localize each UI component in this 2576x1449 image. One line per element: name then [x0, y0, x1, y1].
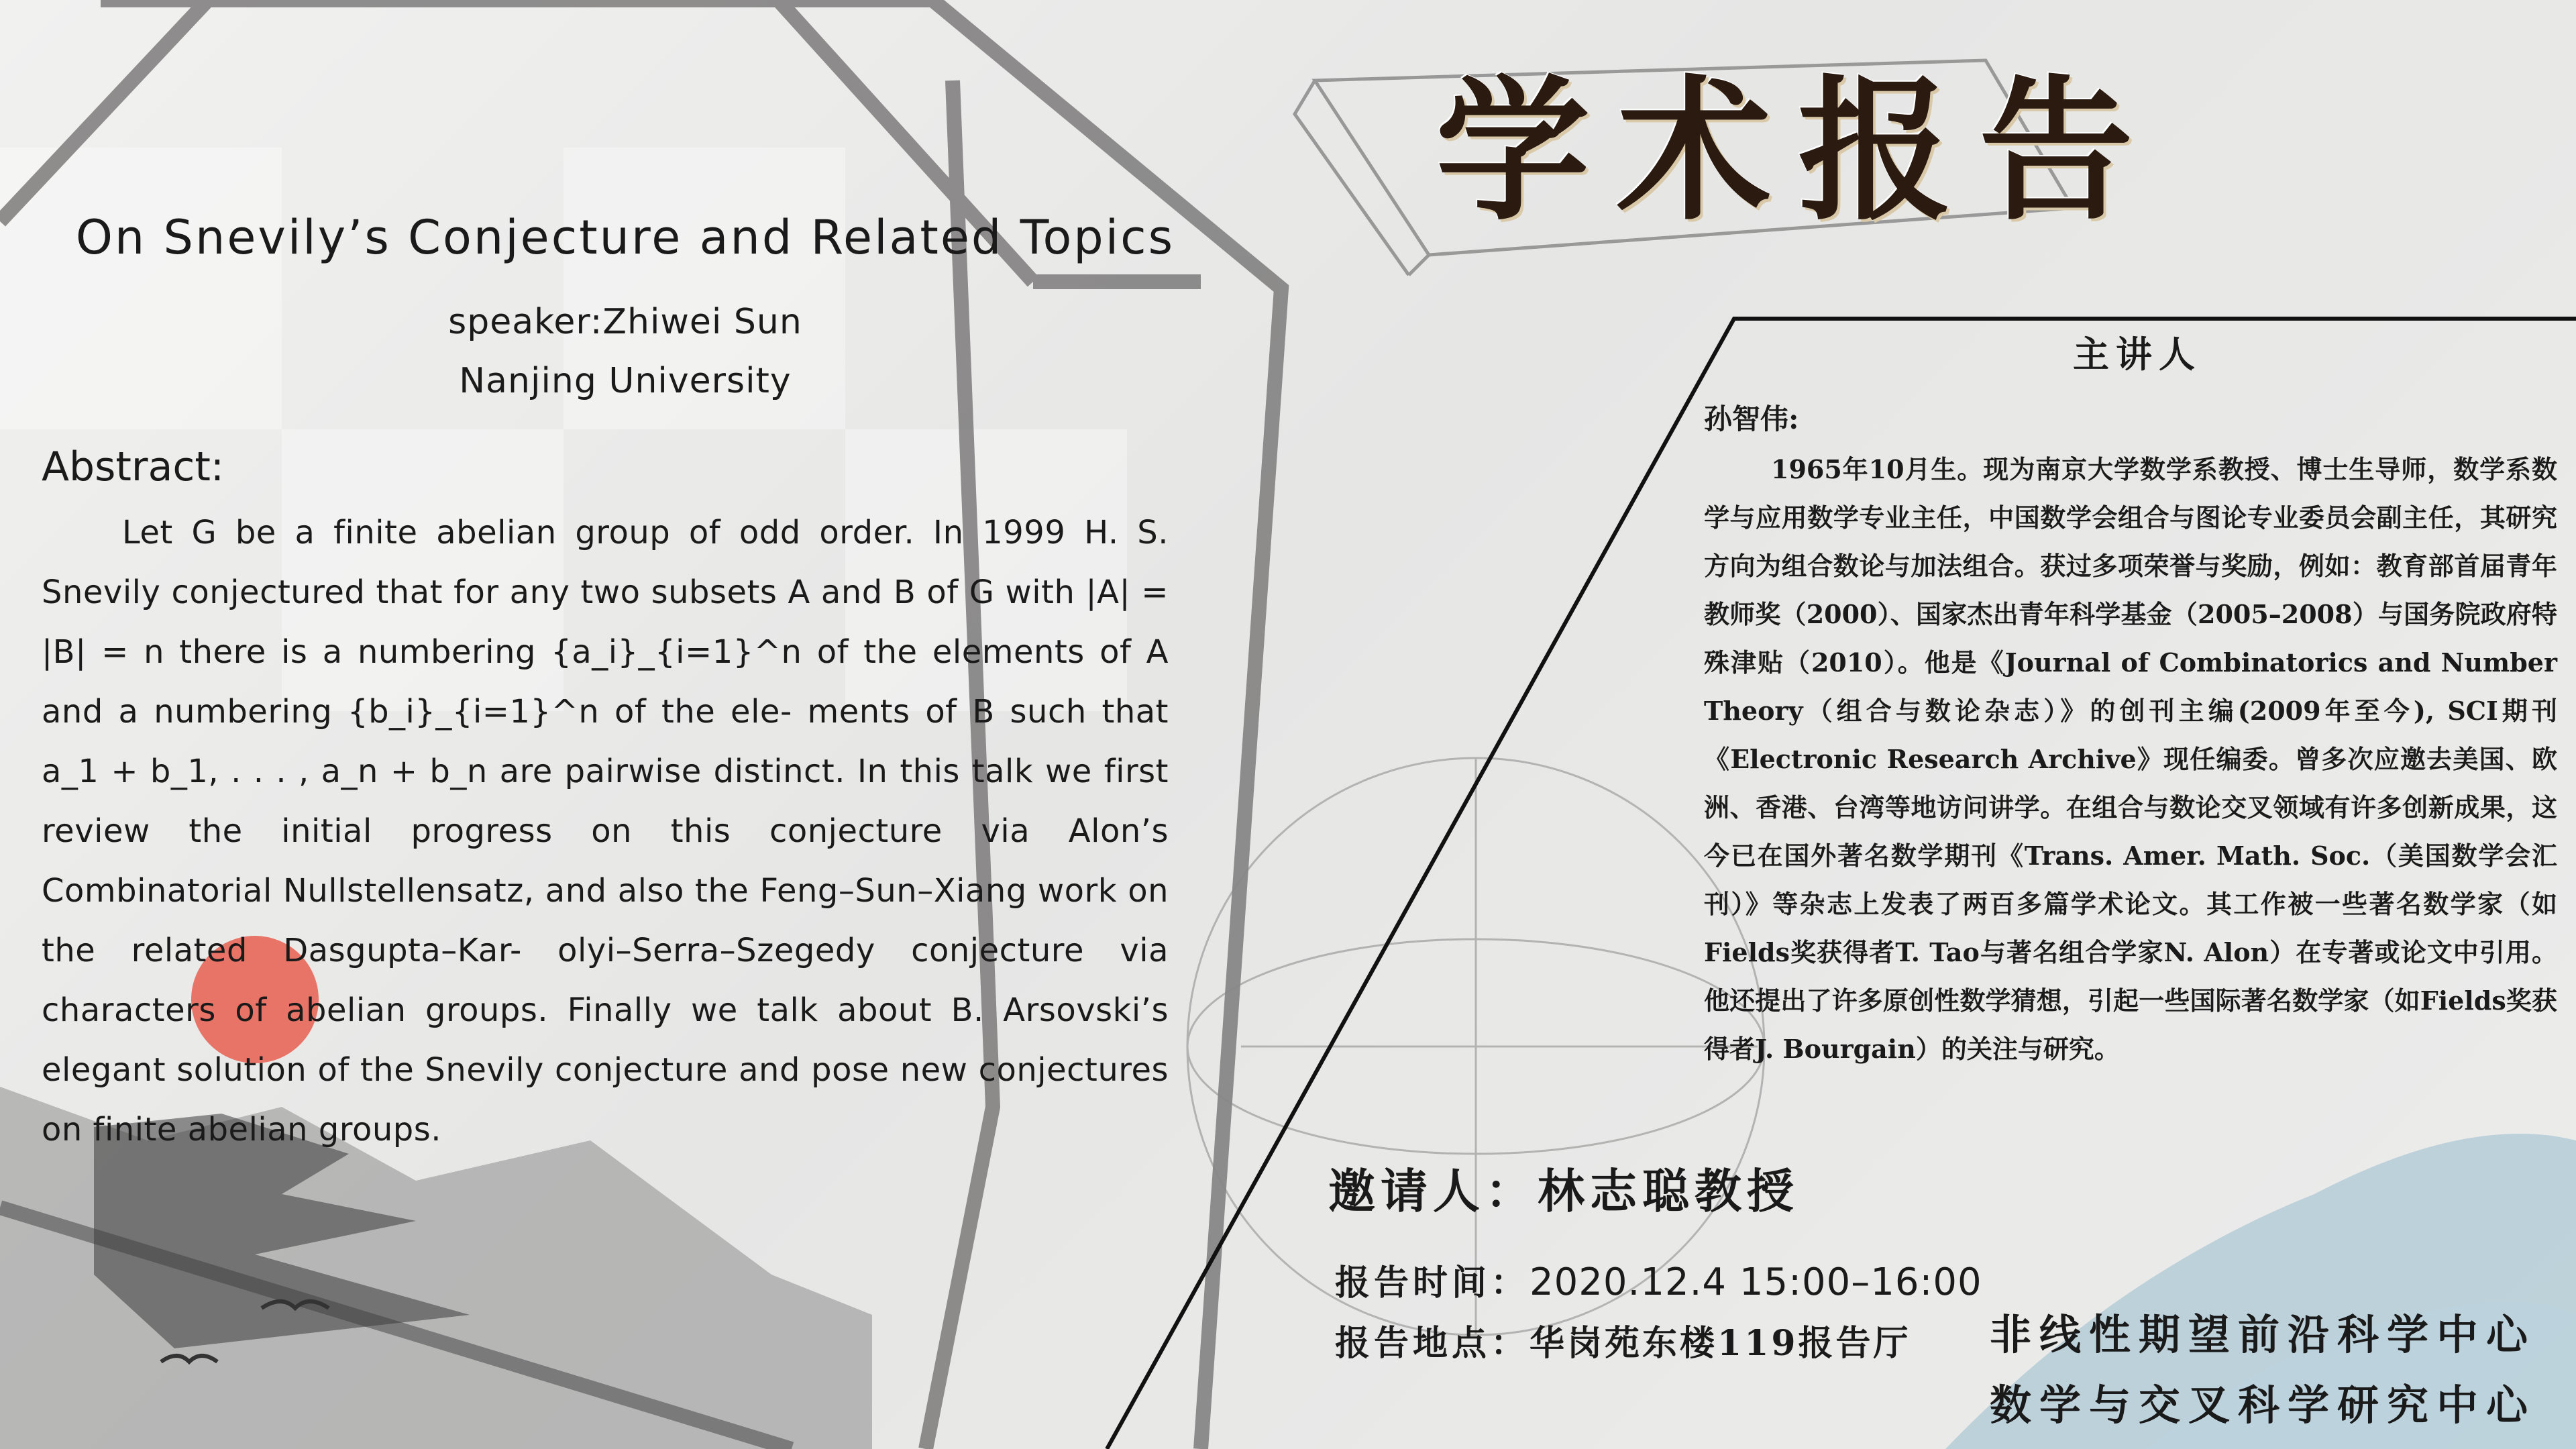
- talk-section: [42, 195, 1182, 1160]
- speaker-bio: 1965年10月生。现为南京大学数学系教授、博士生导师，数学系数学与应用数学专业主任，中国数学会组合与图论专业委员会副主任，其研究方向为组合数论与加法组合。获过多项荣誉与奖励，例如：教育部首届青年教师奖（2000）、国家杰出青年科学基金（2005–2008）与国务院政府特殊津贴（2010）。他是《Journal of Combinatorics and Number Theory（组合与数论杂志）》的创刊主编(2009年至今), SCI期刊《Electronic Research Archive》现任编委。曾多次应邀去美国、欧洲、香港、台湾等地访问讲学。在组合与数论交叉领域有许多创新成果，这今已在国外著名数学期刊《Trans. Amer. Math. Soc.（美国数学会汇刊）》等杂志上发表了两百多篇学术论文。其工作被一些著名数学家（如Fields奖获得者T. Tao与著名组合学家N. Alon）在专著或论文中引用。他还提出了许多原创性数学猜想，引起一些国际著名数学家（如Fields奖获得者J. Bourgain）的关注与研究。: [1704, 454, 2557, 1064]
- location-value: 华岗苑东楼119报告厅: [1529, 1323, 1911, 1364]
- organizer-1: 非线性期望前沿科学中心: [1989, 1310, 2536, 1359]
- time-value: 2020.12.4 15:00–16:00: [1529, 1260, 1982, 1304]
- time-row: [1335, 1254, 1982, 1305]
- speaker-line: speaker:Zhiwei Sun: [448, 302, 802, 342]
- abstract-text: Let G be a finite abelian group of odd order. In 1999 H. S. Snevily conjectured that for any two subsets A and B of G with |A| = |B| = n there is a numbering {a_i}_{i=1}^n of the elements of A and a numbering {b_i}_{i=1}^n of the ele- ments of B such that a_1 + b_1, . . . , a_n + b_n are pairwise distinct. In this talk we first review the initial progress on this conjecture via Alon’s Combinatorial Nullstellensatz, and also the Feng–Sun–Xiang work on the related Dasgupta–Kar- olyi–Serra–Szegedy conjecture via characters of abelian groups. Finally we talk about B. Arsovski’s elegant solution of the Snevily conjecture and pose new conjectures on finite abelian groups.: [42, 514, 1169, 1148]
- time-label: 报告时间：: [1335, 1263, 1530, 1303]
- location-row: [1335, 1315, 1911, 1365]
- talk-title: On Snevily’s Conjecture and Related Topics: [75, 210, 1175, 265]
- banner-title: 学术报告: [1436, 60, 2160, 241]
- speaker-panel-heading: 主讲人: [2073, 333, 2202, 376]
- abstract-heading: Abstract:: [42, 443, 225, 490]
- affiliation: Nanjing University: [459, 361, 792, 401]
- speaker-name: 孙智伟:: [1704, 402, 1799, 435]
- location-label: 报告地点：: [1335, 1323, 1530, 1364]
- geometry-sketch: [1187, 758, 1764, 1335]
- organizer-2: 数学与交叉科学研究中心: [1989, 1381, 2536, 1430]
- inviter: 邀请人：林志聪教授: [1328, 1163, 1799, 1219]
